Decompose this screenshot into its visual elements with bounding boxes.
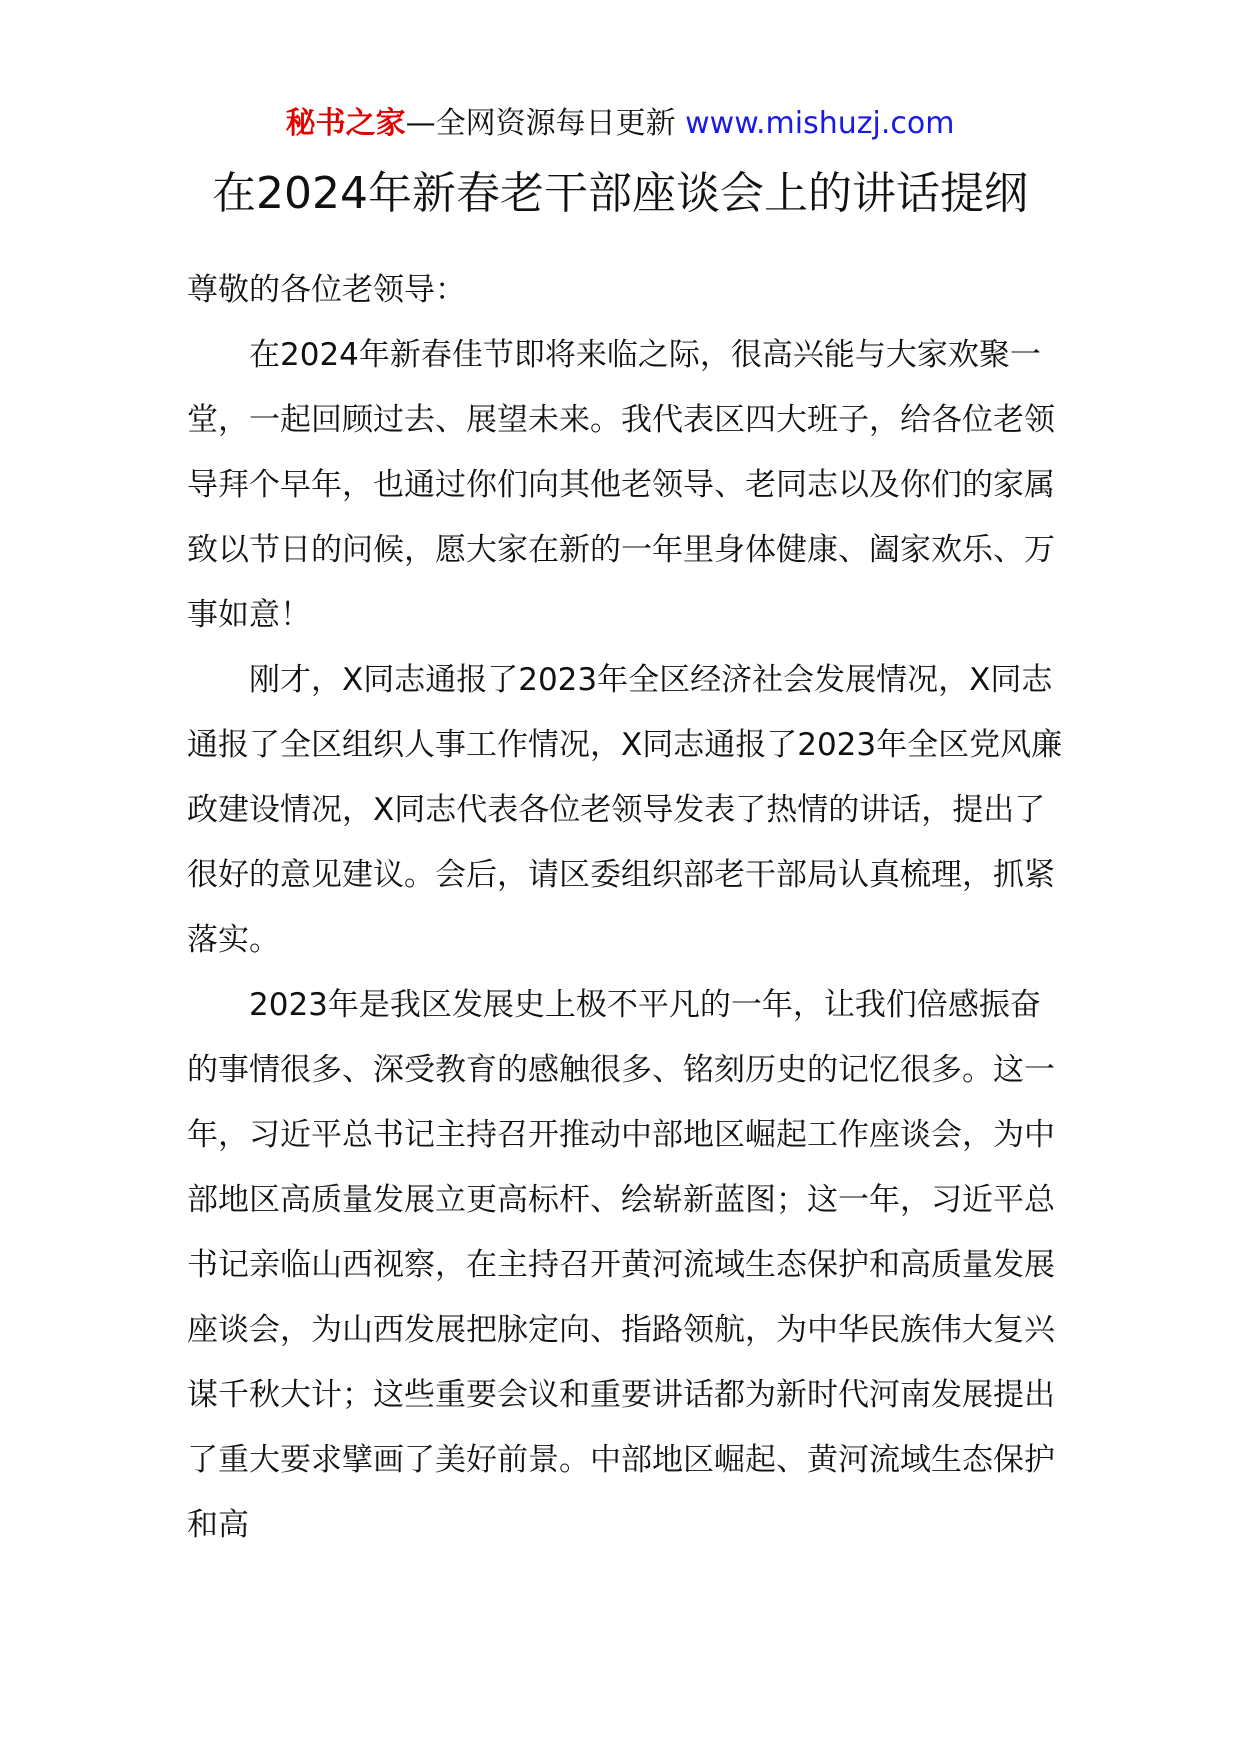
document-title: 在2024年新春老干部座谈会上的讲话提纲 [212, 168, 1028, 219]
site-slogan: —全网资源每日更新 [405, 106, 676, 141]
paragraph-1: 在2024年新春佳节即将来临之际，很高兴能与大家欢聚一堂，一起回顾过去、展望未来。我代表区四大班子，给各位老领导拜个早年，也通过你们向其他老领导、老同志以及你们的家属致以节日的问候，愿大家在新的一年里身体健康、阖家欢乐、万事如意！ [187, 337, 1055, 633]
paragraph-2: 刚才，X同志通报了2023年全区经济社会发展情况，X同志通报了全区组织人事工作情况，X同志通报了2023年全区党风廉政建设情况，X同志代表各位老领导发表了热情的讲话，提出了很好的意见建议。会后，请区委组织部老干部局认真梳理，抓紧落实。 [187, 662, 1063, 958]
paragraph-3: 2023年是我区发展史上极不平凡的一年，让我们倍感振奋的事情很多、深受教育的感触很多、铭刻历史的记忆很多。这一年，习近平总书记主持召开推动中部地区崛起工作座谈会，为中部地区高质量发展立更高标杆、绘崭新蓝图；这一年，习近平总书记亲临山西视察，在主持召开黄河流域生态保护和高质量发展座谈会，为山西发展把脉定向、指路领航，为中华民族伟大复兴谋千秋大计；这些重要会议和重要讲话都为新时代河南发展提出了重大要求擘画了美好前景。中部地区崛起、黄河流域生态保护和高 [187, 987, 1055, 1543]
document-body [187, 258, 1067, 1558]
site-url-link[interactable]: www.mishuzj.com [685, 106, 955, 141]
site-header [0, 104, 1240, 144]
greeting: 尊敬的各位老领导： [187, 272, 466, 308]
site-brand: 秘书之家 [285, 106, 406, 141]
